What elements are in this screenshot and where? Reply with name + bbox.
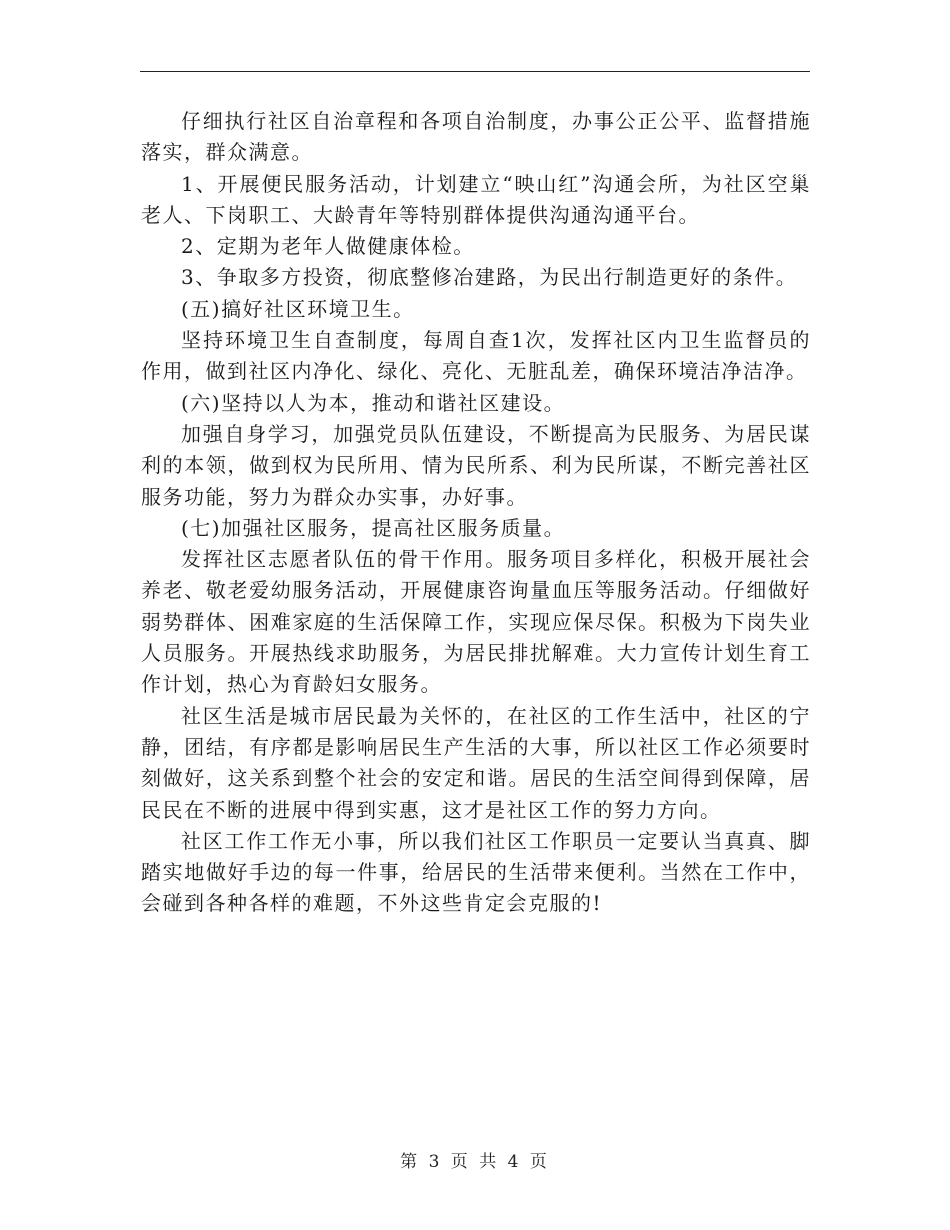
paragraph-3: 2、定期为老年人做健康体检。 [181, 234, 475, 259]
section-heading-7: (七)加强社区服务，提高社区服务质量。 [181, 515, 566, 540]
paragraph-2: 1、开展便民服务活动，计划建立“映山红”沟通会所，为社区空巢老人、下岗职工、大龄青年等特别群体提供沟通沟通平台。 [141, 171, 811, 227]
document-body [141, 106, 811, 920]
paragraph-12: 社区工作工作无小事，所以我们社区工作职员一定要认当真真、脚踏实地做好手边的每一件事，给居民的生活带来便利。当然在工作中，会碰到各种各样的难题，不外这些肯定会克服的! [141, 828, 811, 916]
paragraph-8: 加强自身学习，加强党员队伍建设，不断提高为民服务、为居民谋利的本领，做到权为民所用、情为民所系、利为民所谋，不断完善社区服务功能，努力为群众办实事，办好事。 [141, 421, 811, 509]
header-rule [140, 71, 810, 72]
page-number-footer: 第 3 页 共 4 页 [400, 1152, 550, 1172]
section-heading-6: (六)坚持以人为本，推动和谐社区建设。 [181, 390, 566, 415]
paragraph-1: 仔细执行社区自治章程和各项自治制度，办事公正公平、监督措施落实，群众满意。 [141, 109, 811, 165]
paragraph-10: 发挥社区志愿者队伍的骨干作用。服务项目多样化，积极开展社会养老、敬老爱幼服务活动，开展健康咨询量血压等服务活动。仔细做好弱势群体、困难家庭的生活保障工作，实现应保尽保。积极为下岗失业人员服务。开展热线求助服务，为居民排扰解难。大力宣传计划生育工作计划，热心为育龄妇女服务。 [141, 547, 811, 697]
paragraph-6: 坚持环境卫生自查制度，每周自查1次，发挥社区内卫生监督员的作用，做到社区内净化、绿化、亮化、无脏乱差，确保环境洁净洁净。 [141, 328, 811, 384]
paragraph-11: 社区生活是城市居民最为关怀的，在社区的工作生活中，社区的宁静，团结，有序都是影响居民生产生活的大事，所以社区工作必须要时刻做好，这关系到整个社会的安定和谐。居民的生活空间得到保障，居民民在不断的进展中得到实惠，这才是社区工作的努力方向。 [141, 703, 811, 822]
section-heading-5: (五)搞好社区环境卫生。 [181, 296, 415, 321]
paragraph-4: 3、争取多方投资，彻底整修冶建路，为民出行制造更好的条件。 [181, 265, 798, 290]
